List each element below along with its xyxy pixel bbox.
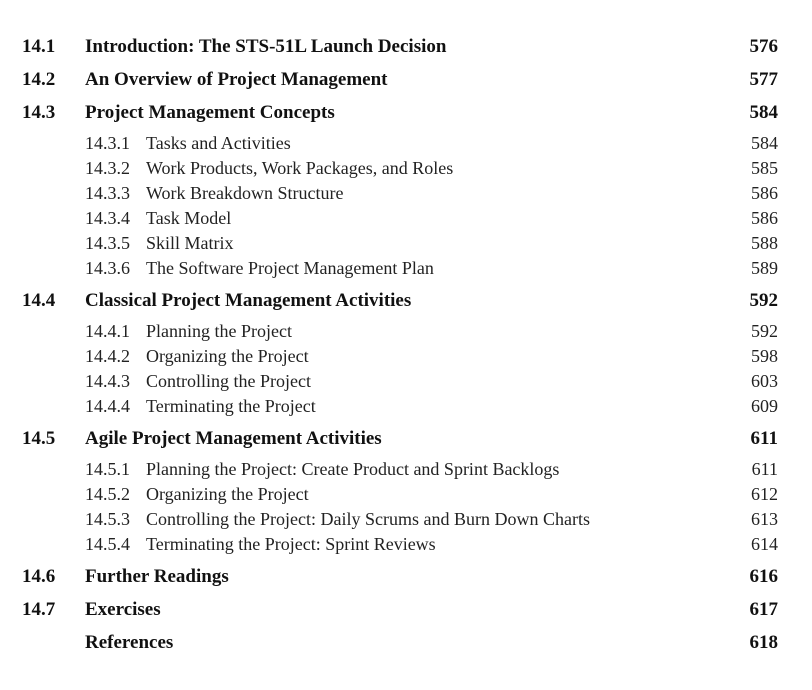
entry-number: 14.3.6 xyxy=(85,258,130,278)
entry-title: Further Readings xyxy=(85,566,229,587)
toc-subsection-entry xyxy=(0,481,812,507)
entry-page-number: 616 xyxy=(749,566,778,587)
entry-number: 14.1 xyxy=(22,36,56,57)
entry-number: 14.5.3 xyxy=(85,509,130,529)
entry-title: Work Products, Work Packages, and Roles xyxy=(146,158,454,178)
toc-subsection-entry xyxy=(0,456,812,482)
entry-page-number: 603 xyxy=(751,371,778,391)
entry-page-number: 609 xyxy=(751,396,778,416)
entry-number: 14.4.2 xyxy=(85,346,130,366)
toc-section-entry xyxy=(0,67,812,93)
toc-subsection-entry xyxy=(0,155,812,181)
entry-number: 14.3.4 xyxy=(85,208,130,228)
toc-section-entry xyxy=(0,34,812,60)
entry-title: Classical Project Management Activities xyxy=(85,290,412,311)
entry-page-number: 585 xyxy=(751,158,778,178)
entry-page-number: 613 xyxy=(751,509,778,529)
entry-number: 14.3 xyxy=(22,102,56,123)
entry-title: Tasks and Activities xyxy=(146,133,291,153)
toc-subsection-entry xyxy=(0,506,812,532)
entry-page-number: 586 xyxy=(751,208,778,228)
toc-subsection-entry xyxy=(0,205,812,231)
entry-page-number: 592 xyxy=(749,290,778,311)
entry-title: Terminating the Project xyxy=(146,396,316,416)
entry-page-number: 576 xyxy=(749,36,778,57)
toc-section-entry xyxy=(0,597,812,623)
toc-section-entry xyxy=(0,630,812,656)
entry-title: The Software Project Management Plan xyxy=(146,258,434,278)
entry-title: Project Management Concepts xyxy=(85,102,335,123)
entry-page-number: 617 xyxy=(749,599,778,620)
entry-page-number: 586 xyxy=(751,183,778,203)
entry-title: Skill Matrix xyxy=(146,233,234,253)
toc-section-entry xyxy=(0,288,812,314)
entry-page-number: 588 xyxy=(751,233,778,253)
entry-title: Planning the Project: Create Product and Sprint Backlogs xyxy=(146,459,560,479)
entry-page-number: 612 xyxy=(751,484,778,504)
entry-number: 14.2 xyxy=(22,69,56,90)
entry-page-number: 611 xyxy=(751,459,778,479)
toc-section-entry xyxy=(0,426,812,452)
entry-title: An Overview of Project Management xyxy=(85,69,388,90)
entry-page-number: 589 xyxy=(751,258,778,278)
entry-number: 14.5.4 xyxy=(85,534,130,554)
toc-subsection-entry xyxy=(0,230,812,256)
entry-number: 14.6 xyxy=(22,566,56,587)
entry-number: 14.3.3 xyxy=(85,183,130,203)
toc-section-entry xyxy=(0,564,812,590)
entry-title: Terminating the Project: Sprint Reviews xyxy=(146,534,436,554)
entry-page-number: 584 xyxy=(751,133,778,153)
entry-number: 14.3.5 xyxy=(85,233,130,253)
entry-number: 14.7 xyxy=(22,599,56,620)
entry-title: Controlling the Project xyxy=(146,371,311,391)
entry-title: Work Breakdown Structure xyxy=(146,183,344,203)
entry-title: Planning the Project xyxy=(146,321,292,341)
entry-title: Organizing the Project xyxy=(146,346,309,366)
toc-subsection-entry xyxy=(0,393,812,419)
entry-title: Organizing the Project xyxy=(146,484,309,504)
toc-subsection-entry xyxy=(0,130,812,156)
toc-subsection-entry xyxy=(0,180,812,206)
entry-page-number: 577 xyxy=(749,69,778,90)
entry-number: 14.4.1 xyxy=(85,321,130,341)
entry-page-number: 592 xyxy=(751,321,778,341)
entry-title: Task Model xyxy=(146,208,232,228)
entry-number: 14.3.1 xyxy=(85,133,130,153)
entry-page-number: 598 xyxy=(751,346,778,366)
toc-subsection-entry xyxy=(0,255,812,281)
entry-title: Controlling the Project: Daily Scrums and Burn Down Charts xyxy=(146,509,590,529)
entry-number: 14.4.4 xyxy=(85,396,130,416)
entry-page-number: 614 xyxy=(751,534,778,554)
entry-page-number: 618 xyxy=(749,632,778,653)
toc-subsection-entry xyxy=(0,368,812,394)
toc-subsection-entry xyxy=(0,343,812,369)
entry-number: 14.5.1 xyxy=(85,459,130,479)
entry-title: Exercises xyxy=(85,599,161,620)
entry-page-number: 611 xyxy=(750,428,778,449)
entry-title: References xyxy=(85,632,174,653)
entry-number: 14.5 xyxy=(22,428,56,449)
entry-number: 14.4.3 xyxy=(85,371,130,391)
entry-page-number: 584 xyxy=(749,102,778,123)
toc-section-entry xyxy=(0,100,812,126)
toc-subsection-entry xyxy=(0,318,812,344)
entry-title: Introduction: The STS-51L Launch Decision xyxy=(85,36,447,57)
entry-number: 14.5.2 xyxy=(85,484,130,504)
entry-number: 14.3.2 xyxy=(85,158,130,178)
entry-title: Agile Project Management Activities xyxy=(85,428,382,449)
entry-number: 14.4 xyxy=(22,290,56,311)
toc-subsection-entry xyxy=(0,531,812,557)
